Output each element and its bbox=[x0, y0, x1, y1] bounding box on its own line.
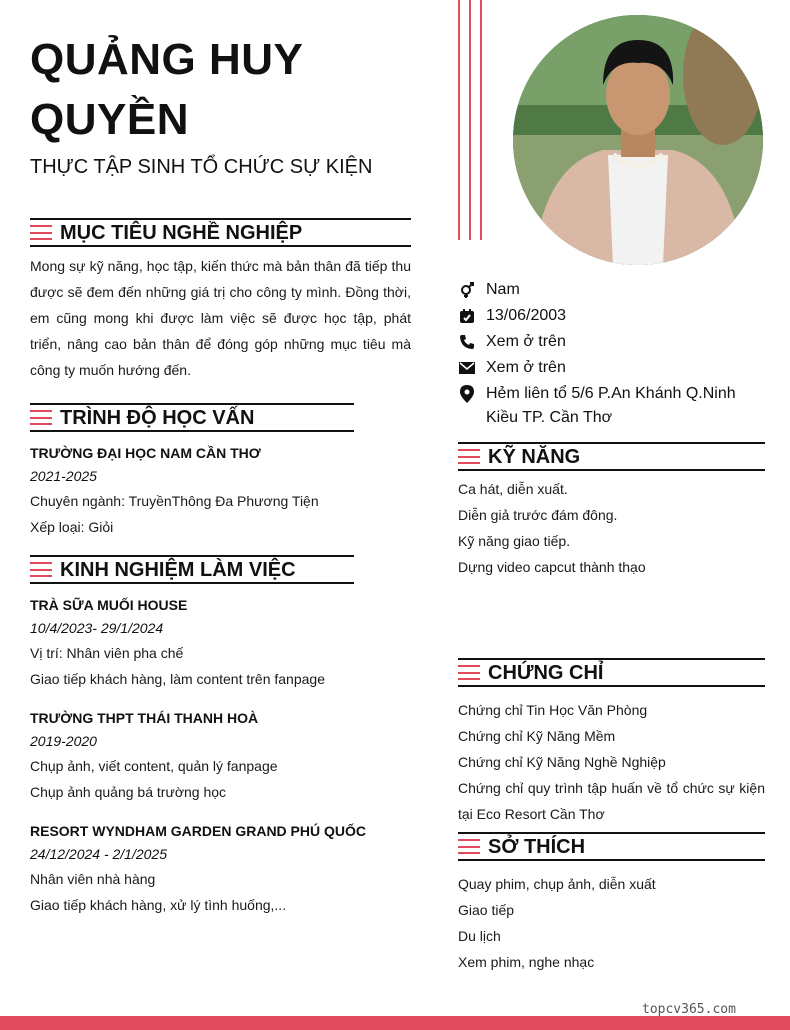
job-detail: Giao tiếp khách hàng, làm content trên fanpage bbox=[30, 671, 325, 687]
section-title: KINH NGHIỆM LÀM VIỆC bbox=[60, 558, 296, 581]
envelope-icon bbox=[458, 356, 476, 380]
hobby-item: Quay phim, chụp ảnh, diễn xuất bbox=[458, 876, 656, 892]
skill-item: Diễn giả trước đám đông. bbox=[458, 507, 618, 523]
section-title: CHỨNG CHỈ bbox=[488, 661, 604, 684]
email-value: Xem ở trên bbox=[486, 359, 566, 376]
education-major: Chuyên ngành: TruyềnThông Đa Phương Tiện bbox=[30, 493, 319, 509]
contact-gender bbox=[458, 278, 758, 302]
section-header-skills bbox=[458, 442, 765, 471]
job-period: 24/12/2024 - 2/1/2025 bbox=[30, 846, 168, 862]
certificate-item: Chứng chỉ Kỹ Năng Mềm bbox=[458, 728, 616, 744]
skill-item: Dựng video capcut thành thạo bbox=[458, 559, 646, 575]
decorative-vertical-line bbox=[480, 0, 482, 240]
menu-bars-icon bbox=[30, 410, 52, 425]
contact-email bbox=[458, 356, 758, 380]
hobby-item: Xem phim, nghe nhạc bbox=[458, 954, 595, 970]
skill-item: Kỹ năng giao tiếp. bbox=[458, 533, 571, 549]
candidate-name-line2: QUYỀN bbox=[30, 95, 189, 144]
certificate-item: Chứng chỉ Tin Học Văn Phòng bbox=[458, 702, 648, 718]
contact-info bbox=[458, 278, 758, 432]
decorative-vertical-line bbox=[458, 0, 460, 240]
profile-photo bbox=[513, 15, 763, 265]
section-header-education bbox=[30, 403, 354, 432]
job-title: THỰC TẬP SINH TỔ CHỨC SỰ KIỆN bbox=[30, 156, 373, 178]
job-detail: Nhân viên nhà hàng bbox=[30, 871, 156, 887]
section-header-experience bbox=[30, 555, 354, 584]
contact-address bbox=[458, 382, 758, 430]
gender-icon bbox=[458, 278, 476, 302]
phone-icon bbox=[458, 330, 476, 354]
section-title: TRÌNH ĐỘ HỌC VẤN bbox=[60, 406, 255, 429]
footer-accent-bar bbox=[0, 1016, 790, 1030]
gender-value: Nam bbox=[486, 281, 520, 298]
job-organization: TRÀ SỮA MUỐI HOUSE bbox=[30, 597, 188, 613]
menu-bars-icon bbox=[458, 665, 480, 680]
job-period: 2019-2020 bbox=[30, 733, 97, 749]
menu-bars-icon bbox=[458, 839, 480, 854]
section-header-hobbies bbox=[458, 832, 765, 861]
candidate-name bbox=[30, 30, 430, 150]
section-title: SỞ THÍCH bbox=[488, 835, 586, 858]
certificate-item: Chứng chỉ quy trình tập huấn về tổ chức sự kiện tại Eco Resort Cần Thơ bbox=[458, 780, 765, 822]
education-period: 2021-2025 bbox=[30, 468, 97, 484]
calendar-icon bbox=[458, 304, 476, 328]
job-organization: TRƯỜNG THPT THÁI THANH HOÀ bbox=[30, 710, 259, 726]
address-value: Hẻm liên tổ 5/6 P.An Khánh Q.Ninh Kiều TP. Cần Thơ bbox=[486, 385, 736, 426]
hobby-item: Du lịch bbox=[458, 928, 501, 944]
menu-bars-icon bbox=[30, 562, 52, 577]
objective-text: Mong sự kỹ năng, học tập, kiến thức mà bản thân đã tiếp thu được sẽ đem đến những giá trị cho công ty mình. Đồng thời, em cũng mong khi được làm việc sẽ được học tập, phát triển, nâng cao bản thân để đóng góp những mục tiêu mà công ty muốn hướng đến. bbox=[30, 258, 411, 378]
job-detail: Vị trí: Nhân viên pha chế bbox=[30, 645, 184, 661]
section-header-certificates bbox=[458, 658, 765, 687]
section-title: KỸ NĂNG bbox=[488, 445, 581, 468]
skill-item: Ca hát, diễn xuất. bbox=[458, 481, 568, 497]
section-title: MỤC TIÊU NGHỀ NGHIỆP bbox=[60, 221, 303, 244]
contact-birthday bbox=[458, 304, 758, 328]
decorative-vertical-line bbox=[469, 0, 471, 240]
phone-value: Xem ở trên bbox=[486, 333, 566, 350]
job-organization: RESORT WYNDHAM GARDEN GRAND PHÚ QUỐC bbox=[30, 823, 366, 839]
certificate-item: Chứng chỉ Kỹ Năng Nghề Nghiệp bbox=[458, 754, 666, 770]
education-school: TRƯỜNG ĐẠI HỌC NAM CẦN THƠ bbox=[30, 445, 261, 461]
section-header-objective bbox=[30, 218, 411, 247]
menu-bars-icon bbox=[30, 225, 52, 240]
contact-phone bbox=[458, 330, 758, 354]
location-pin-icon bbox=[458, 382, 476, 406]
job-period: 10/4/2023- 29/1/2024 bbox=[30, 620, 164, 636]
job-detail: Chụp ảnh quảng bá trường học bbox=[30, 784, 227, 800]
birthday-value: 13/06/2003 bbox=[486, 307, 567, 324]
menu-bars-icon bbox=[458, 449, 480, 464]
job-detail: Giao tiếp khách hàng, xử lý tình huống,... bbox=[30, 897, 287, 913]
candidate-name-line1: QUẢNG HUY bbox=[30, 35, 304, 84]
education-rank: Xếp loại: Giỏi bbox=[30, 519, 114, 535]
watermark: topcv365.com bbox=[642, 1002, 736, 1017]
hobby-item: Giao tiếp bbox=[458, 902, 515, 918]
job-detail: Chụp ảnh, viết content, quản lý fanpage bbox=[30, 758, 278, 774]
